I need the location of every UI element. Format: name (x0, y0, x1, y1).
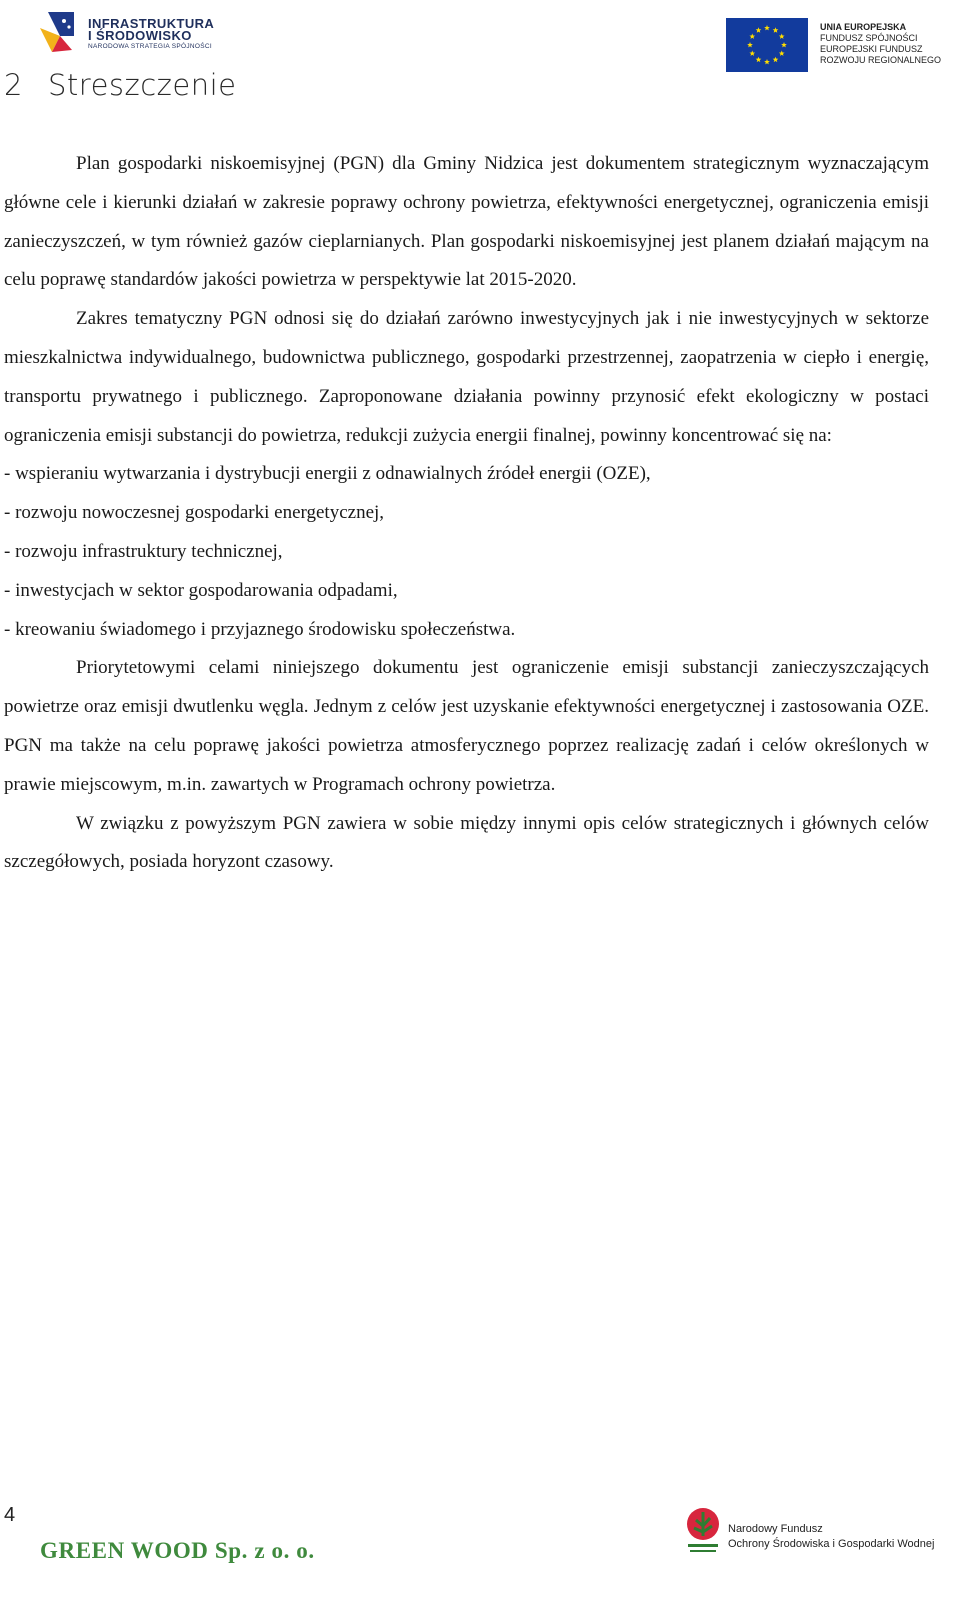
eu-flag-icon (726, 18, 808, 72)
company-name: GREEN WOOD Sp. z o. o. (40, 1538, 315, 1563)
list-item: - inwestycjach w sektor gospodarowania odpadami, (4, 579, 398, 601)
paragraph-4: W związku z powyższym PGN zawiera w sobie między innymi opis celów strategicznych i głównych celów szczegółowych, posiada horyzont czasowy. (4, 812, 929, 873)
nfosigw-icon (684, 1506, 722, 1560)
page-number: 4 (4, 1504, 16, 1526)
nfos-line1: Narodowy Fundusz (728, 1523, 823, 1535)
logo-line1: INFRASTRUKTURA (88, 16, 215, 31)
logo-line2: I ŚRODOWISKO (88, 28, 192, 43)
list-item: - wspieraniu wytwarzania i dystrybucji energii z odnawialnych źródeł energii (OZE), (4, 463, 651, 485)
eu-logo (726, 18, 956, 74)
eu-line1: UNIA EUROPEJSKA (820, 22, 907, 32)
nfosigw-logo (684, 1506, 934, 1560)
eu-line3: EUROPEJSKI FUNDUSZ (820, 44, 923, 54)
paragraph-2: Zakres tematyczny PGN odnosi się do działań zarówno inwestycyjnych jak i nie inwestycyjnych w sektorze mieszkalnictwa indywidualnego, budownictwa publicznego, gospodarki przestrzennej, zaopatrzenia w ciepło i energię, transportu prywatnego i publicznego. Zaproponowane działania powinny przynosić efekt ekologiczny w postaci ograniczenia emisji substancji do powietrza, redukcji zużycia energii finalnej, powinny koncentrować się na: (4, 308, 929, 446)
list-item: - rozwoju infrastruktury technicznej, (4, 540, 283, 562)
section-title: Streszczenie (48, 68, 237, 102)
eu-line2: FUNDUSZ SPÓJNOŚCI (820, 33, 918, 43)
section-number: 2 (4, 68, 23, 102)
nfos-line2: Ochrony Środowiska i Gospodarki Wodnej (728, 1538, 935, 1550)
document-body (4, 145, 929, 882)
list-item: - rozwoju nowoczesnej gospodarki energetycznej, (4, 502, 385, 524)
paragraph-3: Priorytetowymi celami niniejszego dokumentu jest ograniczenie emisji substancji zanieczyszczających powietrze oraz emisji dwutlenku węgla. Jednym z celów jest uzyskanie efektywności energetycznej i zastosowania OZE. PGN ma także na celu poprawę jakości powietrza atmosferycznego poprzez realizację zadań i celów określonych w prawie miejscowym, m.in. zawartych w Programach ochrony powietrza. (4, 657, 929, 795)
logo-line3: NARODOWA STRATEGIA SPÓJNOŚCI (88, 43, 212, 50)
paragraph-1: Plan gospodarki niskoemisyjnej (PGN) dla Gminy Nidzica jest dokumentem strategicznym wyznaczającym główne cele i kierunki działań w zakresie poprawy ochrony powietrza, efektywności energetycznej, ograniczenia emisji zanieczyszczeń, w tym również gazów cieplarnianych. Plan gospodarki niskoemisyjnej jest planem działań mającym na celu poprawę standardów jakości powietrza w perspektywie lat 2015-2020. (4, 153, 929, 291)
section-heading (4, 68, 237, 102)
infrastruktura-srodowisko-logo (36, 10, 236, 54)
nss-logo-icon (38, 10, 78, 54)
eu-line4: ROZWOJU REGIONALNEGO (820, 55, 942, 65)
list-item: - kreowaniu świadomego i przyjaznego środowisku społeczeństwa. (4, 618, 516, 640)
